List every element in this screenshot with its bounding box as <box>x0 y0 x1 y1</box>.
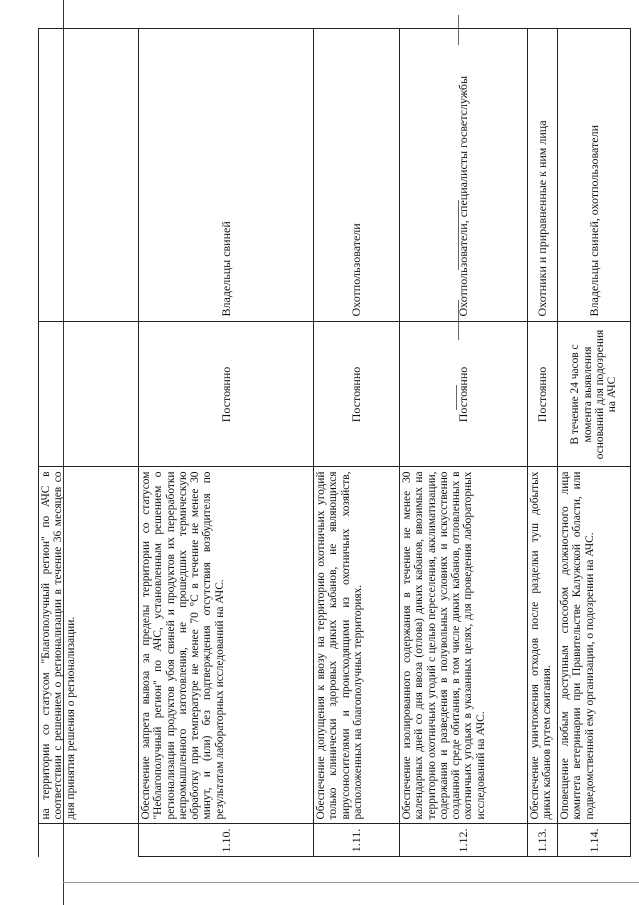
table-row <box>314 29 400 864</box>
measure-description: на территории со статусом "Благополучный регион" по АЧС в соответствии с решением о регионализации в течение 36 месяцев со дня принятия решения о регионализации. <box>39 467 139 824</box>
measure-term <box>39 322 139 467</box>
measure-term: Постоянно <box>314 322 400 467</box>
measure-responsible: Охотники и приравненные к ним лица <box>528 29 558 322</box>
measures-table <box>38 29 631 865</box>
table-row <box>528 29 558 864</box>
row-number: 1.12. <box>400 824 528 857</box>
row-number <box>39 824 139 857</box>
table-row <box>139 29 314 864</box>
row-number: 1.10. <box>139 824 314 857</box>
measure-responsible: Владельцы свиней, охотпользователи <box>558 29 631 322</box>
measure-description: Обеспечение изолированного содержания в течение не менее 30 календарных дней со дня ввоза (отлова) диких кабанов, ввозимых на территорию охотничьих угодий с целью переселения, акклиматизации, содержания и разведения в полувольных условиях и искусственно созданной среде обитания, в том числе диких кабанов, отловленных в охотничьих угодьях в указанных целях, для проведения лабораторных исследований на АЧС. <box>400 467 528 824</box>
measure-description: Обеспечение запрета вывоза за пределы территории со статусом "Неблагополучный регион" по АЧС, установленным решением о регионализации продуктов убоя свиней и продуктов их переработки непромышленного изготовления, не прошедших термическую обработку при температуре не менее 70 °С в течение не менее 30 минут, и (или) без подтверждения отсутствия возбудителя по результатам лабораторных исследований на АЧС. <box>139 467 314 824</box>
bottom-edge-line <box>63 882 639 883</box>
measure-term: Постоянно <box>139 322 314 467</box>
measure-responsible <box>39 29 139 322</box>
measure-term: В течение 24 часов с момента выявления оснований для подозрения на АЧС <box>558 322 631 467</box>
measure-description: Обеспечение уничтожения отходов после разделки туш добытых диких кабанов путем сжигания. <box>528 467 558 824</box>
rotated-table-page <box>38 29 630 864</box>
measure-description: Обеспечение допущения к ввозу на территорию охотничьих угодий только клинически здоровых диких кабанов, не являющихся вирусоносителями и происходящими из охотничьих хозяйств, расположенных на благополучных территориях. <box>314 467 400 824</box>
measure-term: Постоянно <box>528 322 558 467</box>
row-number: 1.13. <box>528 824 558 857</box>
row-number: 1.14. <box>558 824 631 857</box>
table-row <box>39 29 139 864</box>
table-row <box>558 29 631 864</box>
table-row <box>400 29 528 864</box>
measure-responsible: Охотпользователи <box>314 29 400 322</box>
row-number: 1.11. <box>314 824 400 857</box>
measure-description: Оповещение любым доступным способом должностного лица комитета ветеринарии при Правительстве Калужской области, или подведомственной ему организации, о подозрении на АЧС. <box>558 467 631 824</box>
measure-responsible: Охотпользователи, специалисты госветслужбы <box>400 29 528 322</box>
measure-term: Постоянно <box>400 322 528 467</box>
measure-responsible: Владельцы свиней <box>139 29 314 322</box>
